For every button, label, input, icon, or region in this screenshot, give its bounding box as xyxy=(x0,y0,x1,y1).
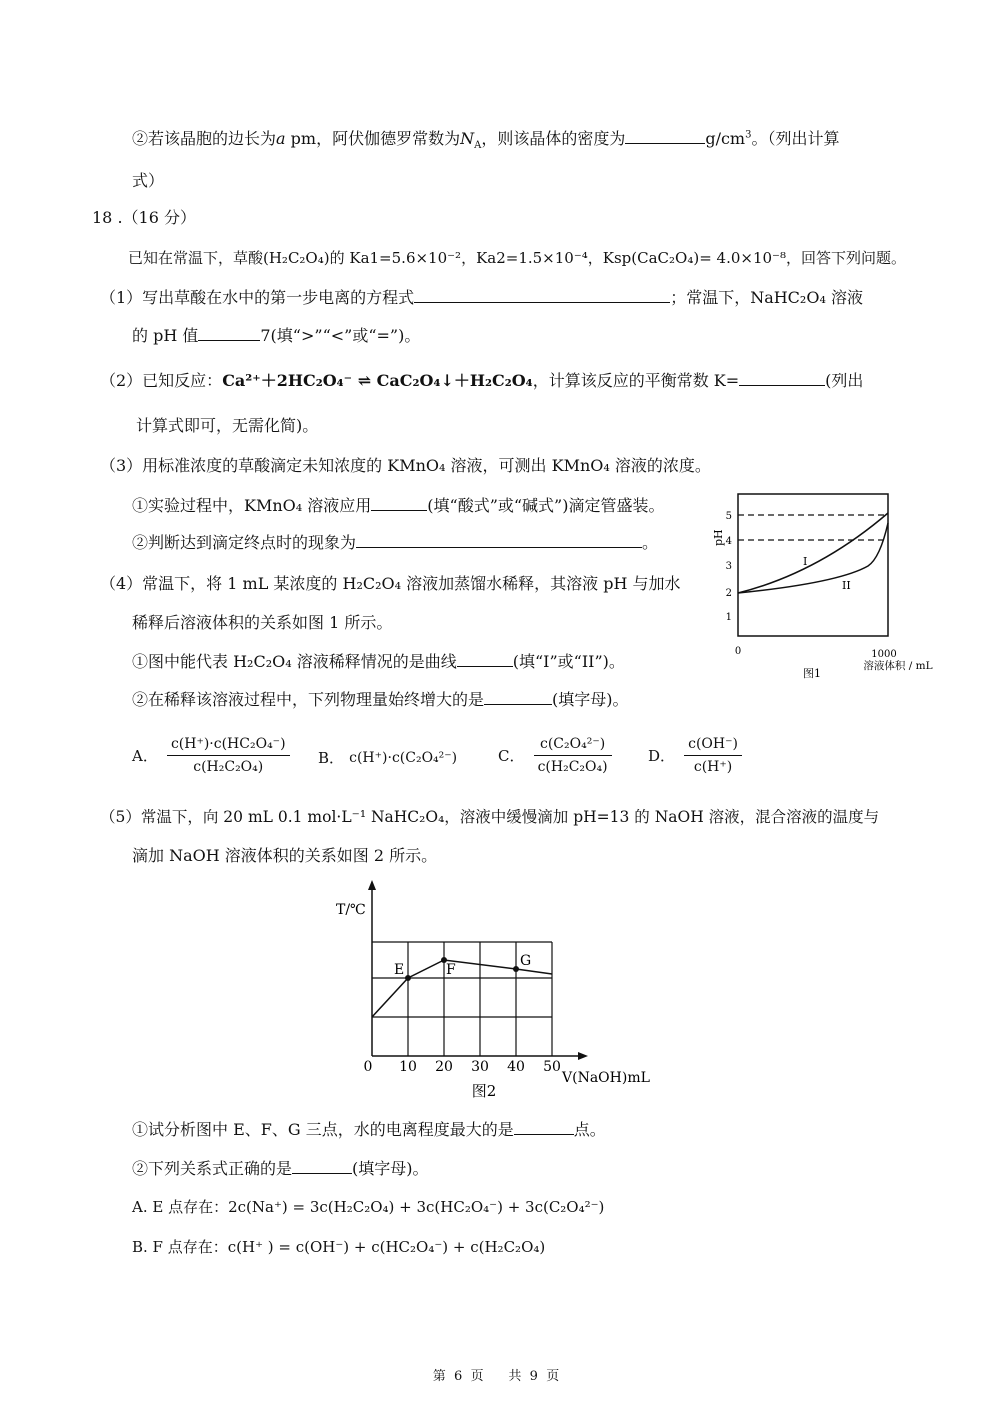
fig2-xlabel: V(NaOH)mL xyxy=(562,1070,650,1086)
fig2-label-g: G xyxy=(520,953,532,969)
fig2-x-arrow xyxy=(578,1052,588,1060)
option-b[interactable]: B． c(H⁺)·c(C₂O₄²⁻) xyxy=(318,749,458,767)
figure-1 xyxy=(708,488,948,688)
option-d[interactable]: D． $\frac{c(OH^-)}{c(H^+)}$ xyxy=(648,735,746,776)
q17-density-line-2: 式） xyxy=(132,171,165,190)
figure-2 xyxy=(330,878,670,1103)
fig2-label-f: F xyxy=(446,962,456,978)
q18-part2-line2: 计算式即可，无需化简)。 xyxy=(136,416,319,435)
fraction-c: $\frac{\text{c(C₂O₄²⁻)}}{\text{c(H₂C₂O₄)}}$ xyxy=(534,735,612,776)
fig2-point-g xyxy=(513,966,519,972)
fig2-xtick-50: 50 xyxy=(543,1059,561,1075)
fig2-xtick-40: 40 xyxy=(507,1059,525,1075)
answer-blank-burette[interactable] xyxy=(371,496,427,511)
q18-part1-line2: 的 pH 值 7(填“>”“<”或“=”)。 xyxy=(132,326,421,345)
q18-part5-line1: （5）常温下，向 20 mL 0.1 mol·L⁻¹ NaHC₂O₄，溶液中缓慢滴加 pH=13 的 NaOH 溶液，混合溶液的温度与 xyxy=(100,808,880,826)
fig1-caption: 图1 xyxy=(803,667,821,680)
fig1-ytick-2: 2 xyxy=(725,588,732,599)
fig2-y-arrow xyxy=(368,880,376,890)
answer-blank-curve[interactable] xyxy=(457,652,513,667)
q18-part3-sub1: ①实验过程中，KMnO₄ 溶液应用 (填“酸式”或“碱式”)滴定管盛装。 xyxy=(132,496,665,515)
q18-part1-line1: （1）写出草酸在水中的第一步电离的方程式 ；常温下，NaHC₂O₄ 溶液 xyxy=(100,288,863,307)
option-a[interactable]: A． $\frac{\text{c(H⁺)·c(HC₂O₄⁻)}}{\text{c(H₂C₂O₄)}}$ xyxy=(132,735,294,776)
fig2-caption: 图2 xyxy=(471,1082,497,1100)
q18-intro: 已知在常温下，草酸(H₂C₂O₄)的 Ka1=5.6×10⁻²，Ka2=1.5×10⁻⁴，Ksp(CaC₂O₄)= 4.0×10⁻⁸，回答下列问题。 xyxy=(128,249,906,267)
q18-header: 18 .（16 分） xyxy=(92,208,196,227)
fig2-point-e xyxy=(405,975,411,981)
q18-part5-option-b[interactable]: B. F 点存在：c(H⁺ ) = c(OH⁻) + c(HC₂O₄⁻) + c(H₂C₂O₄) xyxy=(132,1238,546,1256)
q18-part4-line2: 稀释后溶液体积的关系如图 1 所示。 xyxy=(132,613,393,632)
fig1-ytick-3: 3 xyxy=(725,561,732,572)
q17-density-line: ②若该晶胞的边长为a pm，阿伏伽德罗常数为$N_A$，则该晶体的密度为 $g/cm^3$。（列出计算 xyxy=(132,129,840,152)
answer-blank-relation[interactable] xyxy=(292,1159,352,1174)
fig1-curve-ii xyxy=(738,523,888,593)
fig1-ytick-4: 4 xyxy=(725,536,732,547)
q18-part5-line2: 滴加 NaOH 溶液体积的关系如图 2 所示。 xyxy=(132,846,438,865)
page-footer: 第 6 页 共 9 页 xyxy=(432,1369,560,1384)
q18-part4-sub1: ①图中能代表 H₂C₂O₄ 溶液稀释情况的是曲线 (填“I”或“II”)。 xyxy=(132,652,625,671)
option-c[interactable]: C． $\frac{\text{c(C₂O₄²⁻)}}{\text{c(H₂C₂O₄)}}$ xyxy=(498,735,616,776)
fig1-xtick-0: 0 xyxy=(734,646,742,657)
fig2-xtick-20: 20 xyxy=(435,1059,453,1075)
fig1-ytick-5: 5 xyxy=(725,511,732,522)
answer-blank-point[interactable] xyxy=(514,1120,574,1135)
fig1-xtick-1000: 1000 xyxy=(871,649,897,660)
q18-part2-line1: （2）已知反应：Ca²⁺＋2HC₂O₄⁻ ⇌ CaC₂O₄↓＋H₂C₂O₄，计算该反应的平衡常数 K= (列出 xyxy=(100,371,864,390)
q18-part3-line1: （3）用标准浓度的草酸滴定未知浓度的 KMnO₄ 溶液，可测出 KMnO₄ 溶液的浓度。 xyxy=(100,456,711,475)
q18-part5-sub1: ①试分析图中 E、F、G 三点，水的电离程度最大的是 点。 xyxy=(132,1120,606,1139)
fraction-d: $\frac{c(OH^-)}{c(H^+)}$ xyxy=(684,735,742,776)
answer-blank-quantity[interactable] xyxy=(484,690,552,705)
answer-blank-density[interactable] xyxy=(625,129,705,144)
fig1-ytick-1: 1 xyxy=(725,612,732,623)
q18-part3-sub2: ②判断达到滴定终点时的现象为 。 xyxy=(132,533,659,552)
fig1-ylabel: pH xyxy=(712,529,725,546)
fig1-curve-ii-label: II xyxy=(842,579,851,592)
fig1-xlabel: 溶液体积 / mL xyxy=(863,660,933,672)
reaction-equation: Ca²⁺＋2HC₂O₄⁻ ⇌ CaC₂O₄↓＋H₂C₂O₄ xyxy=(222,371,533,390)
fig2-xtick-10: 10 xyxy=(399,1059,417,1075)
fig2-xtick-30: 30 xyxy=(471,1059,489,1075)
fraction-a: $\frac{\text{c(H⁺)·c(HC₂O₄⁻)}}{\text{c(H₂C₂O₄)}}$ xyxy=(167,735,290,776)
answer-blank-k[interactable] xyxy=(739,371,825,386)
fig2-ylabel: T/℃ xyxy=(336,902,366,918)
fig2-label-e: E xyxy=(394,962,405,978)
q18-part4-sub2: ②在稀释该溶液过程中，下列物理量始终增大的是 (填字母)。 xyxy=(132,690,629,709)
fig1-curve-i xyxy=(738,513,888,593)
fig1-curve-i-label: I xyxy=(803,555,808,568)
q18-part5-option-a[interactable]: A. E 点存在：2c(Na⁺) = 3c(H₂C₂O₄) + 3c(HC₂O₄⁻) + 3c(C₂O₄²⁻) xyxy=(132,1198,605,1216)
fig2-xtick-0: 0 xyxy=(363,1059,373,1075)
answer-blank-endpoint[interactable] xyxy=(356,533,642,548)
q18-part5-sub2: ②下列关系式正确的是 (填字母)。 xyxy=(132,1159,429,1178)
answer-blank-ph[interactable] xyxy=(198,326,260,341)
answer-blank-ionization-equation[interactable] xyxy=(414,288,670,303)
q18-part4-line1: （4）常温下，将 1 mL 某浓度的 H₂C₂O₄ 溶液加蒸馏水稀释，其溶液 pH 与加水 xyxy=(100,574,681,593)
